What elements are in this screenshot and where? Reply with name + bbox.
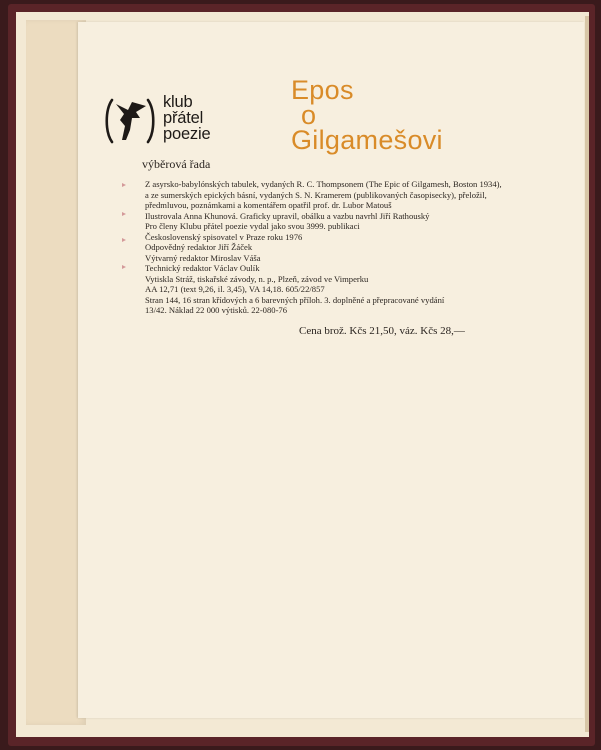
gutter-strip: [26, 20, 86, 725]
title-line: o: [301, 100, 317, 130]
title-line: Epos: [291, 75, 354, 105]
logo-wordmark: [163, 94, 210, 142]
imprint-line: a ze sumerských epických básní, vydaných S. N. Kramerem (publikovaných časopisecky), přeložil,: [145, 189, 487, 200]
imprint-line: AA 12,71 (text 9,26, il. 3,45), VA 14,18. 605/22/857: [145, 284, 325, 294]
imprint-line: Výtvarný redaktor Miroslav Váša: [145, 252, 261, 263]
imprint-text: [145, 179, 550, 316]
price-line: Cena brož. Kčs 21,50, váz. Kčs 28,—: [299, 325, 465, 337]
imprint-line: Z asyrsko-babylónských tabulek, vydaných R. C. Thompsonem (The Epic of Gilgamesh, Boston 1934),: [145, 179, 502, 189]
imprint-line: Stran 144, 16 stran křídových a 6 barevných příloh. 3. doplněné a přepracované vydání: [145, 294, 445, 305]
margin-mark-icon: [122, 183, 126, 187]
imprint-line: Odpovědný redaktor Jiří Žáček: [145, 242, 253, 252]
series-label: výběrová řada: [142, 157, 211, 171]
imprint-line: předmluvou, poznámkami a komentářem opatřil prof. dr. Lubor Matouš: [145, 200, 392, 210]
margin-marks: [122, 183, 130, 273]
pegasus-logo-icon: [102, 96, 158, 146]
imprint-line: Vytiskla Stráž, tiskařské závody, n. p., Plzeň, závod ve Vimperku: [145, 273, 369, 284]
page-edge: [585, 16, 589, 732]
imprint-line: Technický redaktor Václav Oulík: [145, 263, 260, 273]
imprint-line: Ilustrovala Anna Khunová. Graficky upravil, obálku a vazbu navrhl Jiří Rathouský: [145, 210, 430, 221]
margin-mark-icon: [122, 265, 126, 269]
logo-line: přátel: [163, 109, 204, 127]
imprint-line: Československý spisovatel v Praze roku 1976: [145, 231, 303, 242]
margin-mark-icon: [122, 212, 126, 216]
book-title: [291, 75, 443, 155]
imprint-line: 13/42. Náklad 22 000 výtisků. 22-080-76: [145, 305, 288, 315]
logo-line: klub: [163, 93, 193, 111]
imprint-line: Pro členy Klubu přátel poezie vydal jako svou 3999. publikaci: [145, 221, 360, 231]
publisher-logo: [102, 94, 252, 150]
title-line: Gilgamešovi: [291, 125, 443, 155]
logo-line: poezie: [163, 125, 211, 143]
margin-mark-icon: [122, 238, 126, 242]
